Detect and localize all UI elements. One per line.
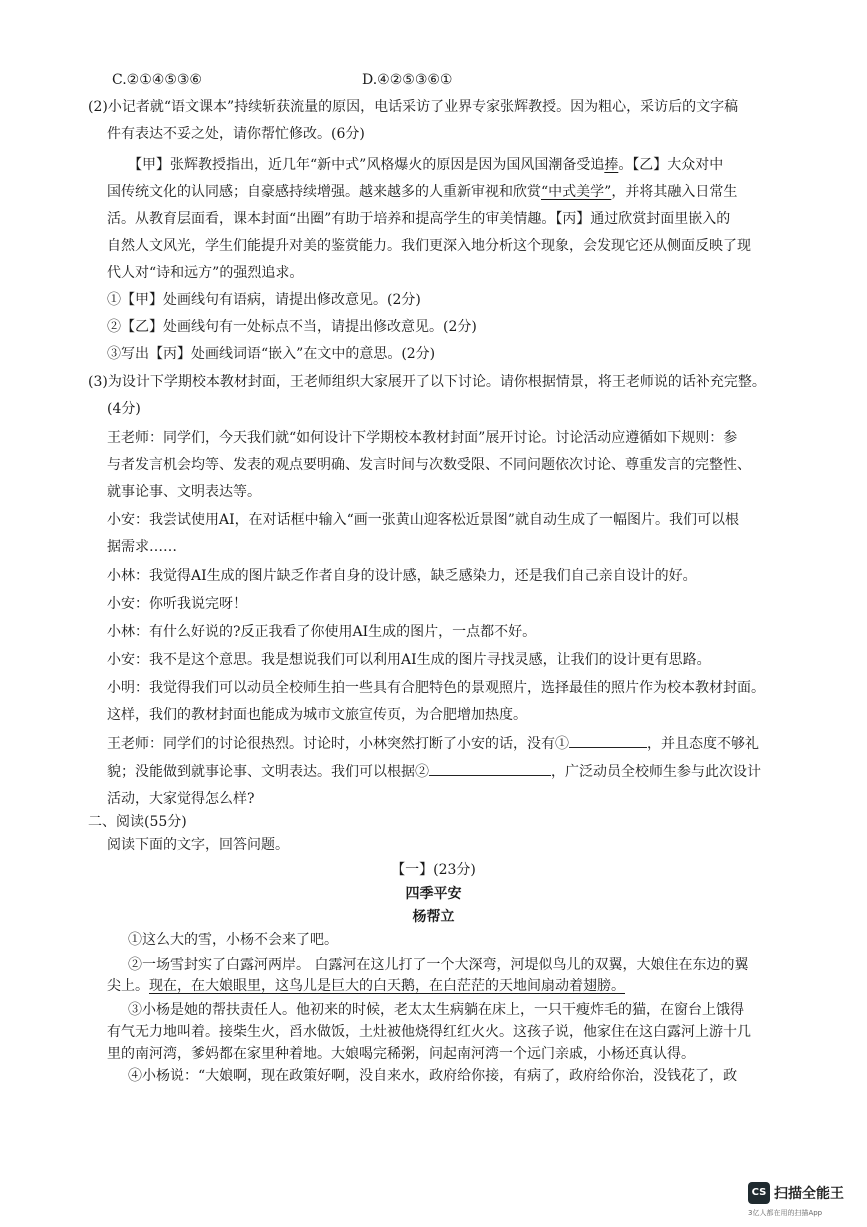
story-para-2-line1: ②一场雪封实了白露河两岸。 白露河在这儿打了一个大深弯，河堤似鸟儿的双翼，大娘住在东边的翼: [128, 957, 749, 973]
story-author: 杨帮立: [412, 909, 455, 925]
story-para-3-line3: 里的南河湾，爹妈都在家里种着地。大娘喝完稀粥，问起南河湾一个远门亲戚，小杨还真认得。: [107, 1046, 695, 1062]
dialogue-xiaolin-2: 小林：有什么好说的?反正我看了你使用AI生成的图片，一点都不好。: [107, 624, 537, 640]
story-para-2-line2: 尖上。现在，在大娘眼里，这鸟儿是巨大的白天鹅，在白茫茫的天地间扇动着翅膀。: [107, 978, 625, 994]
section-heading: 二、阅读(55分): [88, 814, 187, 830]
q2-passage-line3: 活。从教育层面看，课本封面“出圈”有助于培养和提高学生的审美情趣。【丙】通过欣赏封面里嵌入的: [107, 211, 731, 227]
answer-blank-1[interactable]: [569, 733, 647, 748]
dialogue-wang-line1: 王老师：同学们，今天我们就“如何设计下学期校本教材封面”展开讨论。讨论活动应遵循如下规则：参: [107, 430, 738, 446]
q2-passage-line5: 代人对“诗和远方”的强烈追求。: [107, 265, 304, 281]
story-para-3-line1: ③小杨是她的帮扶责任人。他初来的时候，老太太生病躺在床上，一只干瘦炸毛的猫，在窗台上饿得: [128, 1002, 744, 1018]
part-label: 【一】(23分): [391, 862, 476, 878]
dialogue-xiaolin-1: 小林：我觉得AI生成的图片缺乏作者自身的设计感，缺乏感染力，还是我们自己亲自设计的好。: [107, 568, 697, 584]
camscanner-logo-icon: CS: [748, 1182, 770, 1204]
dialogue-xiaoan-2: 小安：你听我说完呀！: [107, 596, 247, 612]
story-para-4-line1: ④小杨说：“大娘啊，现在政策好啊，没自来水，政府给你接，有病了，政府给你治，没钱花了，政: [128, 1068, 738, 1084]
q2-subquestion-2: ②【乙】处画线句有一处标点不当，请提出修改意见。(2分): [107, 319, 477, 335]
dialogue-xiaoming-line2: 这样，我们的教材封面也能成为城市文旅宣传页，为合肥增加热度。: [107, 707, 527, 723]
dialogue-xiaoan-3: 小安：我不是这个意思。我是想说我们可以利用AI生成的图片寻找灵感，让我们的设计更有思路。: [107, 652, 711, 668]
watermark-tagline: 3亿人都在用的扫描App: [748, 1209, 823, 1217]
dialogue-wang-summary-line2: 貌；没能做到就事论事、文明表达。我们可以根据② ，广泛动员全校师生参与此次设计: [107, 761, 761, 782]
dialogue-wang-line2: 与者发言机会均等、发表的观点要明确、发言时间与次数受限、不同问题依次讨论、尊重发言的完整性、: [107, 457, 751, 473]
q2-subquestion-1: ①【甲】处画线句有语病，请提出修改意见。(2分): [107, 292, 421, 308]
answer-blank-2[interactable]: [429, 761, 551, 776]
q2-stem-line1: (2)小记者就“语文课本”持续斩获流量的原因，电话采访了业界专家张辉教授。因为粗心，采访后的文字稿: [88, 99, 739, 115]
q2-passage-yi-start: 。【乙】大众对中: [618, 157, 724, 173]
q2-stem-line2: 件有表达不妥之处，请你帮忙修改。(6分): [107, 126, 365, 142]
q2-passage-line4: 自然人文风光，学生们能提升对美的鉴赏能力。我们更深入地分析这个现象，会发现它还从侧面反映了现: [107, 238, 751, 254]
q3-stem-line2: (4分): [107, 401, 141, 417]
q2-passage-line2: 国传统文化的认同感；自豪感持续增强。越来越多的人重新审视和欣赏“中式美学”，并将其融入日常生: [107, 184, 738, 200]
watermark-app-name: 扫描全能王: [774, 1186, 844, 1202]
dialogue-xiaoming-line1: 小明：我觉得我们可以动员全校师生拍一些具有合肥特色的景观照片，选择最佳的照片作为校本教材封面。: [107, 680, 765, 696]
q2-passage-line1: [128, 155, 723, 175]
q2-subquestion-3: ③写出【丙】处画线词语“嵌入”在文中的意思。(2分): [107, 346, 436, 362]
reading-instruction: 阅读下面的文字，回答问题。: [107, 837, 289, 853]
option-d: D.④②⑤③⑥①: [362, 72, 453, 88]
story-title: 四季平安: [405, 886, 462, 902]
q2-passage-jia-text: 【甲】张辉教授指出，近几年“新中式”风格爆火的原因是因为国风国潮备受追: [128, 157, 605, 173]
dialogue-xiaoan-line2: 据需求……: [107, 539, 177, 555]
scanner-watermark: [748, 1178, 858, 1222]
dialogue-xiaoan-line1: 小安：我尝试使用AI，在对话框中输入“画一张黄山迎客松近景图”就自动生成了一幅图片。我们可以根: [107, 512, 739, 528]
story-underlined-sentence: 现在，在大娘眼里，这鸟儿是巨大的白天鹅，在白茫茫的天地间扇动着翅膀。: [149, 978, 625, 994]
q2-passage-yi-underlined: “中式美学”: [541, 184, 612, 200]
q3-stem-line1: (3)为设计下学期校本教材封面，王老师组织大家展开了以下讨论。请你根据情景，将王老师说的话补充完整。: [88, 374, 766, 390]
story-para-3-line2: 有气无力地叫着。接柴生火，舀水做饭，土灶被他烧得红红火火。这孩子说，他家住在这白露河上游十几: [107, 1024, 751, 1040]
story-para-1: ①这么大的雪，小杨不会来了吧。: [128, 932, 338, 948]
dialogue-wang-summary-line1: 王老师：同学们的讨论很热烈。讨论时，小林突然打断了小安的话，没有① ，并且态度不够礼: [107, 733, 759, 754]
q2-passage-jia-underlined: 捧: [604, 157, 619, 173]
dialogue-wang-summary-line3: 活动，大家觉得怎么样?: [107, 791, 255, 807]
dialogue-wang-line3: 就事论事、文明表达等。: [107, 484, 261, 500]
option-c: C.②①④⑤③⑥: [112, 72, 202, 88]
